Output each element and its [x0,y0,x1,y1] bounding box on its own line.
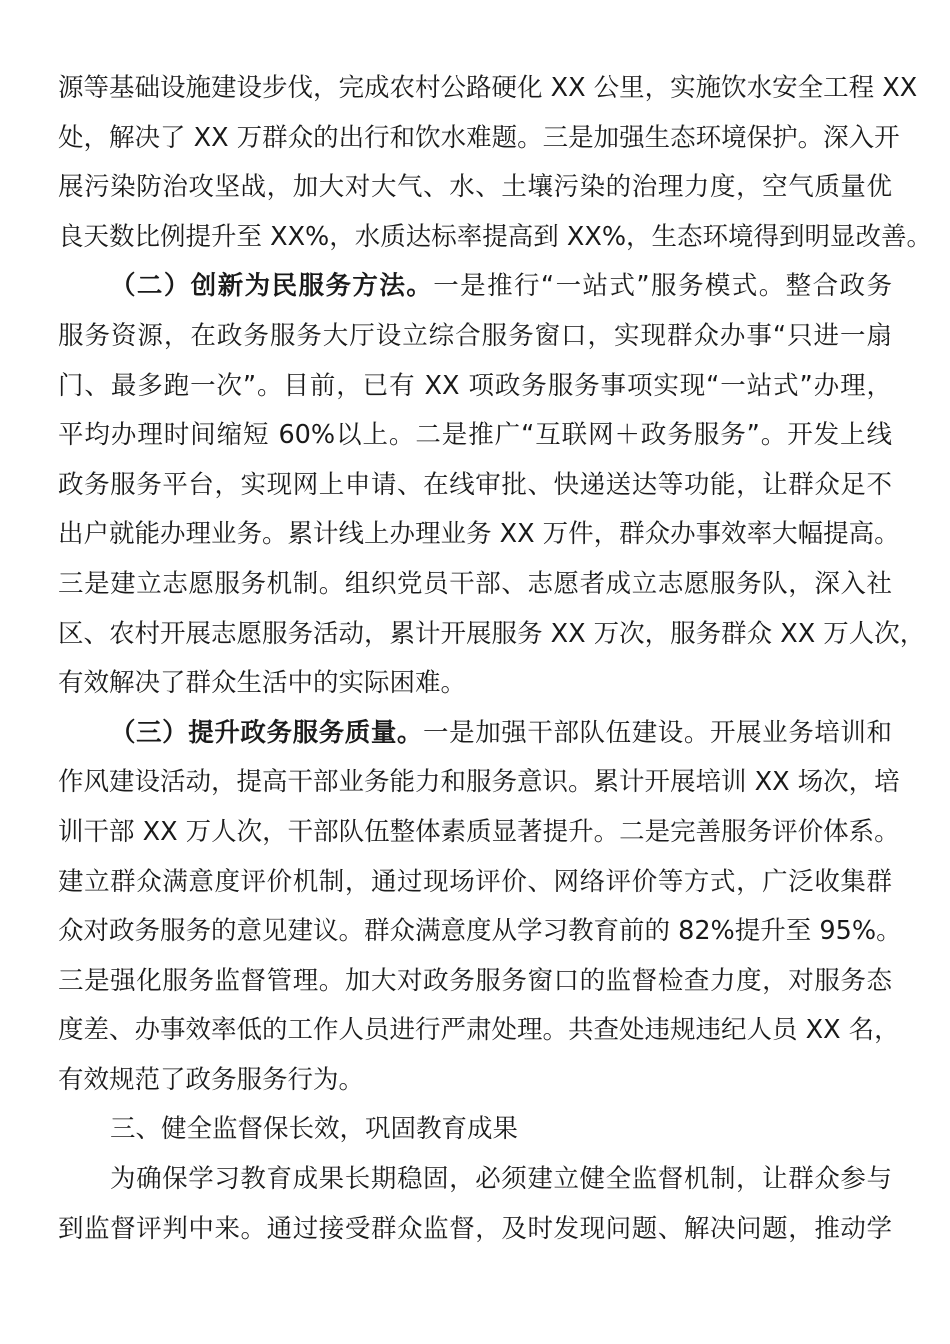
text-line [58,560,892,610]
body-text: 良天数比例提升至 XX%，水质达标率提高到 XX%，生态环境得到明显改善。 [58,221,933,252]
body-text: 出户就能办理业务。累计线上办理业务 XX 万件，群众办事效率大幅提高。 [58,519,900,550]
text-line [58,461,892,511]
text-line [58,957,892,1007]
body-text: 三是强化服务监督管理。加大对政务服务窗口的监督检查力度，对服务态 [58,965,892,996]
body-text: 三是建立志愿服务机制。组织党员干部、志愿者成立志愿服务队，深入社 [58,568,892,599]
body-text: 服务资源，在政务服务大厅设立综合服务窗口，实现群众办事“只进一扇 [58,320,892,351]
section-heading: （三）提升政务服务质量。 [110,717,424,748]
body-text: 门、最多跑一次”。目前，已有 XX 项政务服务事项实现“一站式”办理， [58,370,892,401]
text-line [58,411,892,461]
text-line [58,709,892,759]
text-line [58,312,892,362]
text-line [58,213,933,263]
text-line [58,610,926,660]
body-text: 度差、办事效率低的工作人员进行严肃处理。共查处违规违纪人员 XX 名， [58,1015,900,1046]
text-line [58,1155,892,1205]
text-line [58,758,900,808]
body-text: 源等基础设施建设步伐，完成农村公路硬化 XX 公里，实施饮水安全工程 XX [58,73,918,103]
text-line [58,1205,892,1255]
text-line [58,808,900,858]
text-line [58,163,892,213]
body-text: 作风建设活动，提高干部业务能力和服务意识。累计开展培训 XX 场次，培 [58,767,900,798]
body-text: 众对政务服务的意见建议。群众满意度从学习教育前的 82%提升至 95%。 [58,916,902,947]
text-line [58,262,892,312]
body-text: 处，解决了 XX 万群众的出行和饮水难题。三是加强生态环境保护。深入开 [58,122,900,153]
text-line [58,1006,900,1056]
body-text: 三、健全监督保长效，巩固教育成果 [110,1114,519,1145]
text-line [58,659,892,709]
section-heading: （二）创新为民服务方法。 [110,271,434,302]
body-text: 有效解决了群众生活中的实际困难。 [58,668,467,699]
document-body [58,64,933,1254]
text-line [58,114,900,164]
text-line [58,907,902,957]
body-text: 平均办理时间缩短 60%以上。二是推广“互联网＋政务服务”。开发上线 [58,420,892,451]
text-line [58,64,918,114]
text-line [58,1105,892,1155]
body-text: 训干部 XX 万人次，干部队伍整体素质显著提升。二是完善服务评价体系。 [58,816,900,847]
body-text: 区、农村开展志愿服务活动，累计开展服务 XX 万次，服务群众 XX 万人次， [58,618,926,649]
text-line [58,1056,892,1106]
body-text: 有效规范了政务服务行为。 [58,1064,365,1095]
body-text: 建立群众满意度评价机制，通过现场评价、网络评价等方式，广泛收集群 [58,866,892,897]
body-text: 展污染防治攻坚战，加大对大气、水、土壤污染的治理力度，空气质量优 [58,172,892,203]
body-text: 为确保学习教育成果长期稳固，必须建立健全监督机制，让群众参与 [110,1164,892,1195]
body-text: 政务服务平台，实现网上申请、在线审批、快递送达等功能，让群众足不 [58,469,892,500]
text-line [58,510,900,560]
text-line [58,858,892,908]
text-line [58,362,892,412]
body-text: 一是加强干部队伍建设。开展业务培训和 [423,717,892,748]
body-text: 到监督评判中来。通过接受群众监督，及时发现问题、解决问题，推动学 [58,1213,892,1244]
body-text: 一是推行“一站式”服务模式。整合政务 [433,271,892,302]
